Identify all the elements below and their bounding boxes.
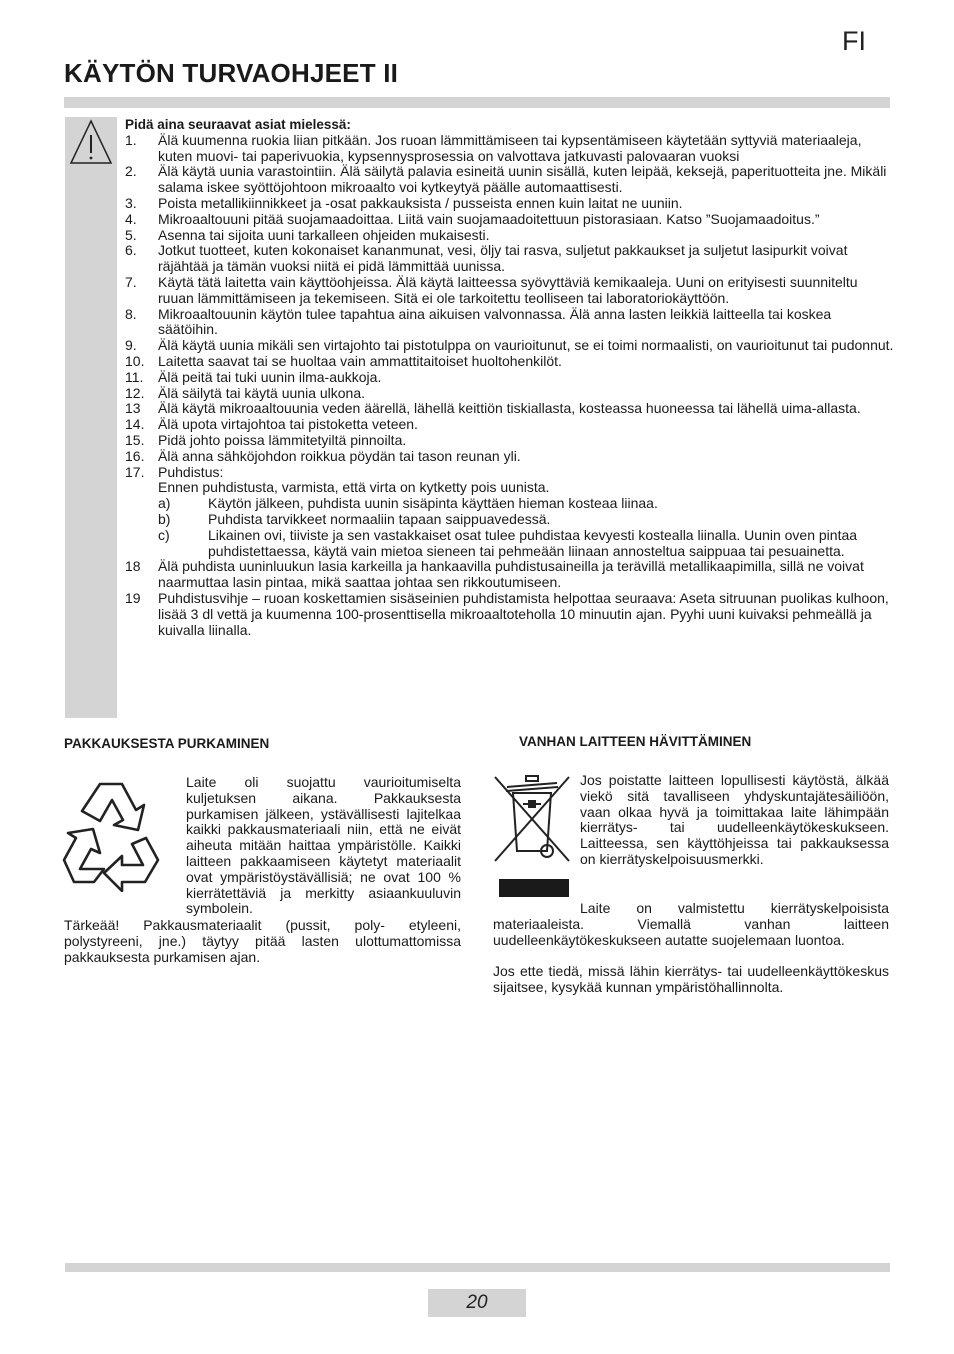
step-text: Käytön jälkeen, puhdista uunin sisäpinta käyttäen hieman kosteaa liinaa. [208, 495, 658, 512]
step-letter: a) [158, 495, 171, 512]
list-item [125, 196, 895, 212]
item-text: Jotkut tuotteet, kuten kokonaiset kananmunat, vesi, öljy tai rasva, suljetut pakkaukset ja suljetut lasipurkit voivat räjähtää ja tämän vuoksi niitä ei pidä lämmittää uunissa. [158, 242, 848, 275]
list-item [125, 433, 895, 449]
item-number: 18 [125, 558, 141, 575]
item-number: 19 [125, 589, 141, 606]
list-item [125, 307, 895, 339]
item-text: Älä kuumenna ruokia liian pitkään. Jos ruoan lämmittämiseen tai kypsentämiseen käytetään syttyviä materiaaleja, kuten muovi- tai paperivuokia, kypsennysprosessia on valvottava jatkuvasti palovaaran vuoksi [158, 131, 862, 164]
item-number: 5. [125, 226, 137, 243]
list-item [125, 243, 895, 275]
language-code: FI [842, 26, 866, 56]
item-text: Pidä johto poissa lämmitetyiltä pinnoilta. [158, 431, 407, 448]
disposal-paragraph-2: Laite on valmistettu kierrätyskelpoisista materiaaleista. Viemallä vanhan laitteen uudelleenkäytökeskukseen autatte suojelemaan luontoa. [493, 900, 889, 948]
item-text: Mikroaaltouuni pitää suojamaadoittaa. Liitä vain suojamaadoitettuun pistorasiaan. Katso ”Suojamaadoitus.” [158, 210, 820, 227]
item-number: 15. [125, 431, 145, 448]
cleaning-intro: Ennen puhdistusta, varmista, että virta on kytketty pois uunista. [158, 479, 550, 496]
item-text: Älä upota virtajohtoa tai pistoketta veteen. [158, 416, 418, 433]
list-item [125, 401, 895, 417]
item-text: Puhdistusvihje – ruoan koskettamien sisäseinien puhdistamista helpottaa seuraava: Aseta sitruunan puolikas kulhoon, lisää 3 dl vettä ja kuumenna 100-prosenttisella mikroaaltoteholla 10 minuutin ajan. Pyyhi uuni kuivaksi pehmeällä ja kuivalla liinalla. [158, 589, 889, 638]
item-number: 14. [125, 416, 145, 433]
list-item [125, 591, 895, 638]
list-item [125, 559, 895, 591]
disposal-paragraph-3: Jos ette tiedä, missä lähin kierrätys- tai uudelleenkäyttökeskus sijaitsee, kysykää kunnan ympäristöhallinnolta. [493, 963, 889, 995]
item-number: 13 [125, 400, 141, 417]
step-letter: c) [158, 526, 170, 543]
list-item [125, 354, 895, 370]
item-number: 6. [125, 242, 137, 259]
list-item [125, 133, 895, 165]
list-item [125, 465, 895, 481]
item-number: 9. [125, 337, 137, 354]
title-rule [64, 97, 890, 108]
safety-heading: Pidä aina seuraavat asiat mielessä: [125, 117, 351, 132]
list-item [125, 370, 895, 386]
safety-instructions [125, 117, 895, 638]
item-number: 3. [125, 194, 137, 211]
item-text: Asenna tai sijoita uuni tarkalleen ohjeiden mukaisesti. [158, 226, 490, 243]
unpacking-paragraph-2: Tärkeää! Pakkausmateriaalit (pussit, poly- etyleeni, polystyreeni, jne.) täytyy pitää lasten ulottumattomissa pakkauksesta purkamisen ajan. [64, 917, 461, 965]
list-item [125, 338, 895, 354]
item-number: 1. [125, 131, 137, 148]
footer-rule [65, 1263, 890, 1272]
item-text: Älä käytä uunia mikäli sen virtajohto tai pistotulppa on vaurioitunut, se ei toimi normaalisti, on vaurioitunut tai pudonnut. [158, 337, 894, 354]
item-text: Älä peitä tai tuki uunin ilma-aukkoja. [158, 368, 382, 385]
list-item [125, 386, 895, 402]
item-number: 16. [125, 447, 145, 464]
item-text: Poista metallikiinnikkeet ja -osat pakkauksista / pusseista ennen kuin laitat ne uuniin. [158, 194, 683, 211]
disposal-paragraph-1: Jos poistatte laitteen lopullisesti käytöstä, älkää viekö sitä tavalliseen yhdyskuntajätesäiliöön, vaan olkaa hyvä ja toimittakaa laite lähimpään kierrätys- tai uudelleenkäytökeskukseen. Laitteessa, sen käyttöhjeissa tai pakkauksessa on kierrätyskelpoisuusmerkki. [580, 772, 889, 867]
warning-sidebar [65, 117, 117, 718]
item-number: 12. [125, 384, 145, 401]
step-text: Likainen ovi, tiiviste ja sen vastakkaiset osat tulee puhdistaa kevyesti kostealla liinalla. Uunin oven pintaa puhdistettaessa, käytä vain mietoa sieneen tai pehmeään liinaan annosteltua saippuaa tai pesuainetta. [208, 526, 858, 559]
item-text: Älä säilytä tai käytä uunia ulkona. [158, 384, 366, 401]
step-letter: b) [158, 510, 171, 527]
unpacking-heading: PAKKAUKSESTA PURKAMINEN [64, 736, 270, 751]
disposal-heading: VANHAN LAITTEEN HÄVITTÄMINEN [519, 734, 752, 749]
item-text: Älä puhdista uuninluukun lasia karkeilla ja hankaavilla puhdistusaineilla ja terävillä metallikaapimilla, sillä ne voivat naarmuttaa lasin pintaa, mikä saattaa johtaa sen rikkoutumiseen. [158, 558, 864, 591]
item-text: Älä anna sähköjohdon roikkua pöydän tai tason reunan yli. [158, 447, 521, 464]
list-item [125, 228, 895, 244]
page-title: KÄYTÖN TURVAOHJEET II [64, 58, 399, 88]
step-text: Puhdista tarvikkeet normaaliin tapaan saippuavedessä. [208, 510, 551, 527]
item-text: Puhdistus: [158, 463, 224, 480]
item-number: 11. [125, 368, 144, 385]
list-item [125, 275, 895, 307]
item-text: Älä käytä mikroaaltouunia veden äärellä, lähellä keittiön tiskiallasta, kosteassa huoneessa tai lähellä uima-allasta. [158, 400, 861, 417]
recycle-symbol-icon [62, 774, 162, 892]
item-number: 7. [125, 273, 137, 290]
safety-list-end [125, 559, 895, 638]
cleaning-step [125, 528, 895, 560]
item-text: Älä käytä uunia varastointiin. Älä säilytä palavia esineitä uunin sisällä, kuten leipää, keksejä, paperituotteita jne. Mikäli salama iskee syöttöjohtoon mikroaalto voi kytkeytyä päälle automaattisesti. [158, 163, 887, 196]
item-text: Mikroaaltouunin käytön tulee tapahtua aina aikuisen valvonnassa. Älä anna lasten leikkiä laitteella tai koskea säätöihin. [158, 305, 832, 338]
item-number: 10. [125, 352, 145, 369]
page-number: 20 [428, 1289, 526, 1317]
item-number: 4. [125, 210, 137, 227]
list-item [125, 417, 895, 433]
safety-list [125, 133, 895, 481]
crossed-out-bin-icon [491, 773, 573, 901]
warning-triangle-icon [67, 117, 115, 169]
unpacking-paragraph-1: Laite oli suojattu vaurioitumiselta kuljetuksen aikana. Pakkauksesta purkamisen jälkeen, ystävällisesti lajitelkaa kaikki pakkausmateriaali niin, että ne eivät aiheuta mitään haittaa ympäristölle. Kaikki laitteen pakkaamiseen käytetyt materiaalit ovat ympäristöystävällisiä; ne ovat 100 % kierrätettäviä ja merkitty asiaankuuluvin symbolein. [186, 774, 461, 917]
list-item [125, 164, 895, 196]
cleaning-step [125, 496, 895, 512]
item-text: Laitetta saavat tai se huoltaa vain ammattitaitoiset huoltohenkilöt. [158, 352, 562, 369]
cleaning-step [125, 512, 895, 528]
list-item [125, 449, 895, 465]
cleaning-steps [125, 496, 895, 559]
list-item [125, 212, 895, 228]
item-number: 2. [125, 163, 137, 180]
item-text: Käytä tätä laitetta vain käyttöohjeissa. Älä käytä laitteessa syövyttäviä kemikaaleja. Uuni on erityisesti suunniteltu ruuan lämmittämiseen ja tekemiseen. Sitä ei ole tarkoitettu teolliseen tai laboratoriokäyttöön. [158, 273, 858, 306]
item-number: 8. [125, 305, 137, 322]
item-number: 17. [125, 463, 145, 480]
